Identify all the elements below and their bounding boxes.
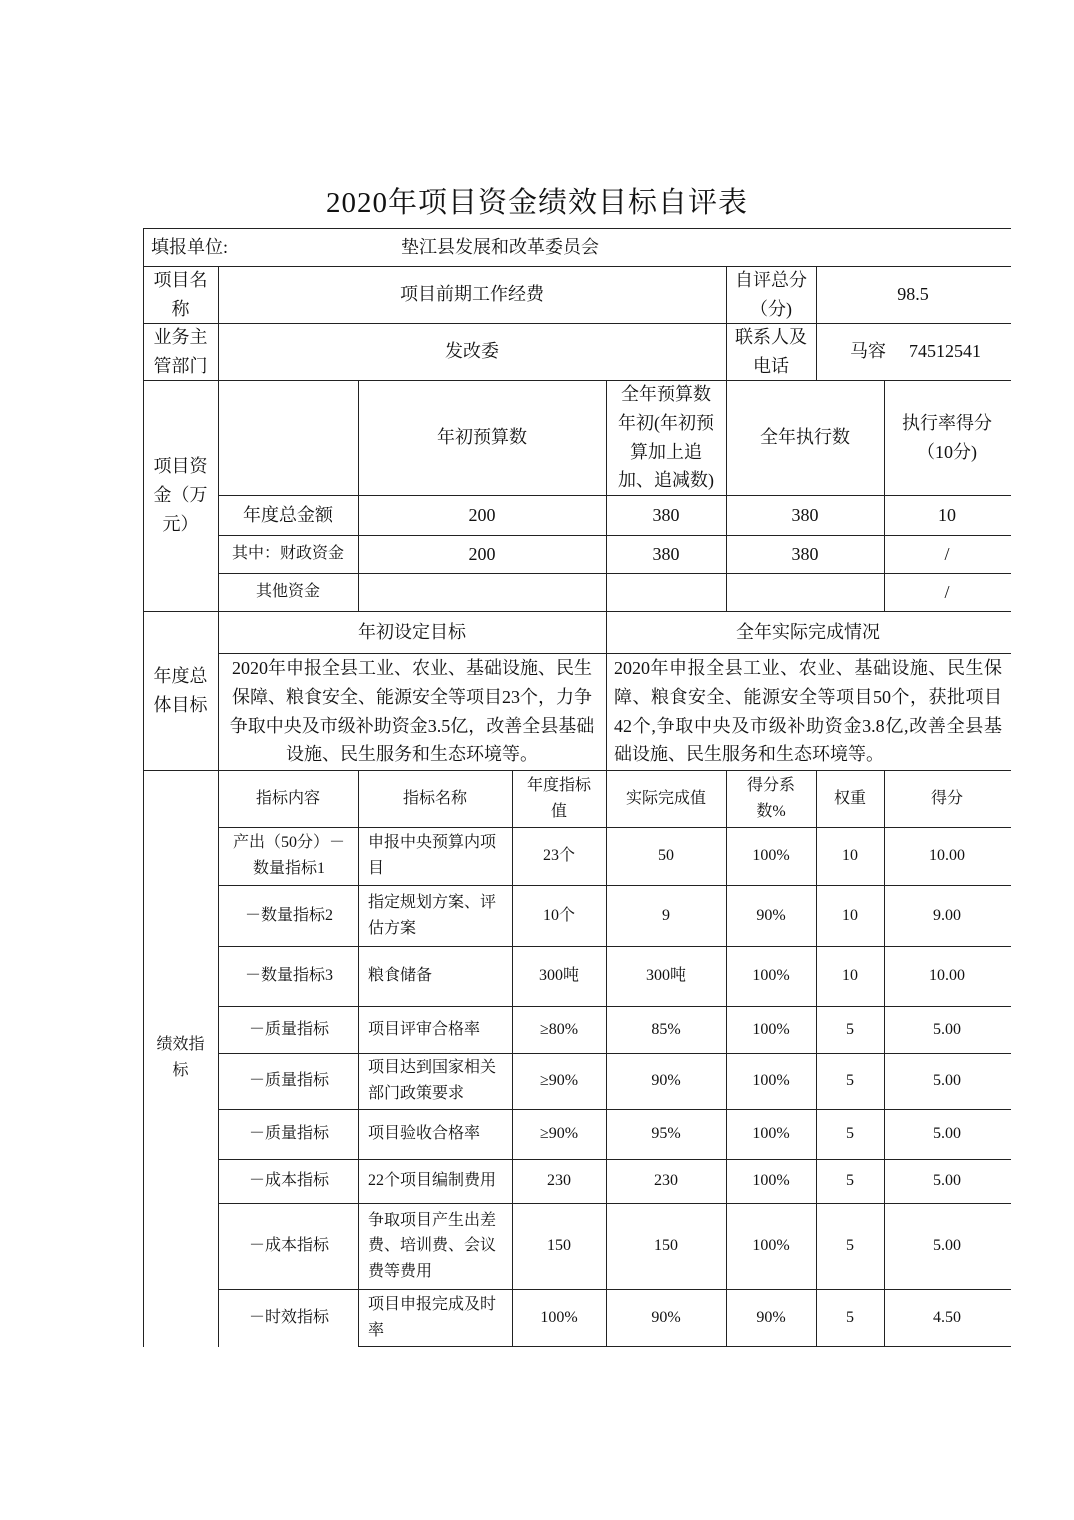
contact-label: 联系人及电话 xyxy=(735,326,807,376)
table-row-actual: 50 xyxy=(658,847,674,865)
funds-section-label: 项目资金（万元） xyxy=(153,456,208,534)
table-row-weight: 10 xyxy=(842,906,858,924)
table-row-score: 10.00 xyxy=(929,847,965,865)
table-row-name: 项目申报完成及时率 xyxy=(368,1295,497,1339)
table-row-target: 300吨 xyxy=(538,967,579,985)
table-row-content: －质量指标 xyxy=(248,1072,329,1090)
planned-goal-header: 年初设定目标 xyxy=(358,621,466,642)
table-row-coef: 100% xyxy=(752,1072,790,1090)
table-row-name: 项目评审合格率 xyxy=(368,1020,481,1038)
funds-column-header: 执行率得分（10分) xyxy=(902,412,992,462)
funds-cell: 380 xyxy=(791,543,819,564)
table-row-weight: 5 xyxy=(846,1308,854,1326)
performance-column-header: 指标名称 xyxy=(402,789,467,807)
funds-cell: 380 xyxy=(652,543,680,564)
funds-cell: / xyxy=(944,543,950,564)
table-row-coef: 100% xyxy=(752,1237,790,1255)
unit-label: 填报单位: xyxy=(151,236,229,257)
funds-column-header: 全年预算数年初(年初预算加上追加、追减数) xyxy=(618,383,714,491)
table-row-weight: 5 xyxy=(846,1237,854,1255)
table-row-target: ≥90% xyxy=(539,1125,579,1143)
table-row-score: 10.00 xyxy=(929,967,965,985)
annual-goal-label: 年度总体目标 xyxy=(153,665,208,715)
self-score-label: 自评总分（分) xyxy=(735,269,807,319)
table-row-target: ≥90% xyxy=(539,1072,579,1090)
contact-phone: 74512541 xyxy=(909,341,981,362)
performance-section-label: 绩效指标 xyxy=(156,1036,205,1079)
funds-row-label: 年度总金额 xyxy=(243,504,333,525)
planned-goal-text: 2020年申报全县工业、农业、基础设施、民生保障、粮食安全、能源安全等项目23个，力争争取中央及市级补助资金3.5亿，改善全县基础设施、民生服务和生态环境等。 xyxy=(229,657,595,765)
table-row-actual: 90% xyxy=(651,1308,681,1326)
performance-column-header: 实际完成值 xyxy=(625,789,706,807)
actual-goal-text: 2020年申报全县工业、农业、基础设施、民生保障、粮食安全、能源安全等项目50个，获批项目42个,争取中央及市级补助资金3.8亿,改善全县基础设施、民生服务和生态环境等。 xyxy=(614,657,1002,765)
funds-cell: 10 xyxy=(938,504,956,525)
table-row-actual: 300吨 xyxy=(645,967,686,985)
table-row-score: 5.00 xyxy=(933,1125,961,1143)
funds-cell: 200 xyxy=(468,504,496,525)
table-row-actual: 150 xyxy=(654,1237,678,1255)
table-row-weight: 5 xyxy=(846,1172,854,1190)
page-title: 2020年项目资金绩效目标自评表 xyxy=(325,187,748,219)
funds-cell: 380 xyxy=(652,504,680,525)
table-row-name: 粮食储备 xyxy=(368,967,433,985)
table-row-coef: 100% xyxy=(752,1125,790,1143)
table-row-target: 230 xyxy=(547,1172,571,1190)
unit-value: 垫江县发展和改革委员会 xyxy=(401,236,599,257)
table-row-score: 5.00 xyxy=(933,1020,961,1038)
table-row-coef: 100% xyxy=(752,1020,790,1038)
table-row-name: 指定规划方案、评估方案 xyxy=(368,893,497,937)
funds-cell: 200 xyxy=(468,543,496,564)
table-row-target: 23个 xyxy=(542,847,575,865)
table-row-content: －质量指标 xyxy=(248,1020,329,1038)
table-row-name: 项目验收合格率 xyxy=(368,1125,481,1143)
table-row-target: 150 xyxy=(547,1237,571,1255)
table-row-target: ≥80% xyxy=(539,1020,579,1038)
table-row-weight: 10 xyxy=(842,967,858,985)
funds-cell: 380 xyxy=(791,504,819,525)
table-row-content: －成本指标 xyxy=(248,1237,329,1255)
table-row-content: －成本指标 xyxy=(248,1172,329,1190)
table-row-score: 9.00 xyxy=(933,906,961,924)
performance-column-header: 得分 xyxy=(930,789,963,807)
performance-column-header: 指标内容 xyxy=(255,789,320,807)
table-row-actual: 9 xyxy=(662,906,670,924)
funds-cell: / xyxy=(944,581,950,602)
table-row-coef: 100% xyxy=(752,1172,790,1190)
table-row-actual: 90% xyxy=(651,1072,681,1090)
actual-goal-header: 全年实际完成情况 xyxy=(736,621,880,642)
table-row-weight: 5 xyxy=(846,1125,854,1143)
dept-value: 发改委 xyxy=(445,341,499,362)
funds-cell xyxy=(358,573,606,611)
table-row-coef: 100% xyxy=(752,847,790,865)
table-row-name: 申报中央预算内项目 xyxy=(368,834,497,877)
project-name-label: 项目名称 xyxy=(153,269,208,319)
table-row-coef: 100% xyxy=(752,967,790,985)
table-row-name: 争取项目产生出差费、培训费、会议费等费用 xyxy=(368,1211,497,1280)
performance-column-header: 年度指标值 xyxy=(526,776,591,820)
funds-row-label: 其中：财政资金 xyxy=(231,545,344,563)
table-row-coef: 90% xyxy=(756,906,786,924)
funds-cell xyxy=(606,573,726,611)
table-row-content: －质量指标 xyxy=(248,1125,329,1143)
dept-label: 业务主管部门 xyxy=(153,326,208,376)
funds-cell xyxy=(726,573,884,611)
table-row-score: 5.00 xyxy=(933,1072,961,1090)
funds-column-header: 全年执行数 xyxy=(760,427,850,448)
table-rule xyxy=(358,1346,1011,1347)
project-name-value: 项目前期工作经费 xyxy=(400,284,544,305)
table-row-content: －数量指标2 xyxy=(244,906,333,924)
table-row-weight: 5 xyxy=(846,1020,854,1038)
performance-column-header: 权重 xyxy=(833,789,866,807)
table-row-name: 22个项目编制费用 xyxy=(368,1172,497,1190)
table-row-target: 10个 xyxy=(542,906,575,924)
table-row-weight: 5 xyxy=(846,1072,854,1090)
table-row-score: 5.00 xyxy=(933,1237,961,1255)
table-row-name: 项目达到国家相关部门政策要求 xyxy=(368,1059,497,1102)
table-row-coef: 90% xyxy=(756,1308,786,1326)
funds-column-header: 年初预算数 xyxy=(437,427,527,448)
performance-column-header: 得分系数% xyxy=(746,776,795,820)
contact-name: 马容 xyxy=(850,341,886,362)
table-row-actual: 95% xyxy=(651,1125,681,1143)
table-row-content: －数量指标3 xyxy=(244,967,333,985)
table-row-content: －时效指标 xyxy=(248,1308,329,1326)
table-row-actual: 230 xyxy=(654,1172,678,1190)
table-row-score: 4.50 xyxy=(933,1308,961,1326)
table-row-actual: 85% xyxy=(651,1020,681,1038)
table-row-weight: 10 xyxy=(842,847,858,865)
table-row-content: 产出（50分）－数量指标1 xyxy=(232,834,345,877)
self-score-value: 98.5 xyxy=(897,284,929,305)
table-row-score: 5.00 xyxy=(933,1172,961,1190)
funds-row-label: 其他资金 xyxy=(255,583,320,601)
table-row-target: 100% xyxy=(540,1308,578,1326)
